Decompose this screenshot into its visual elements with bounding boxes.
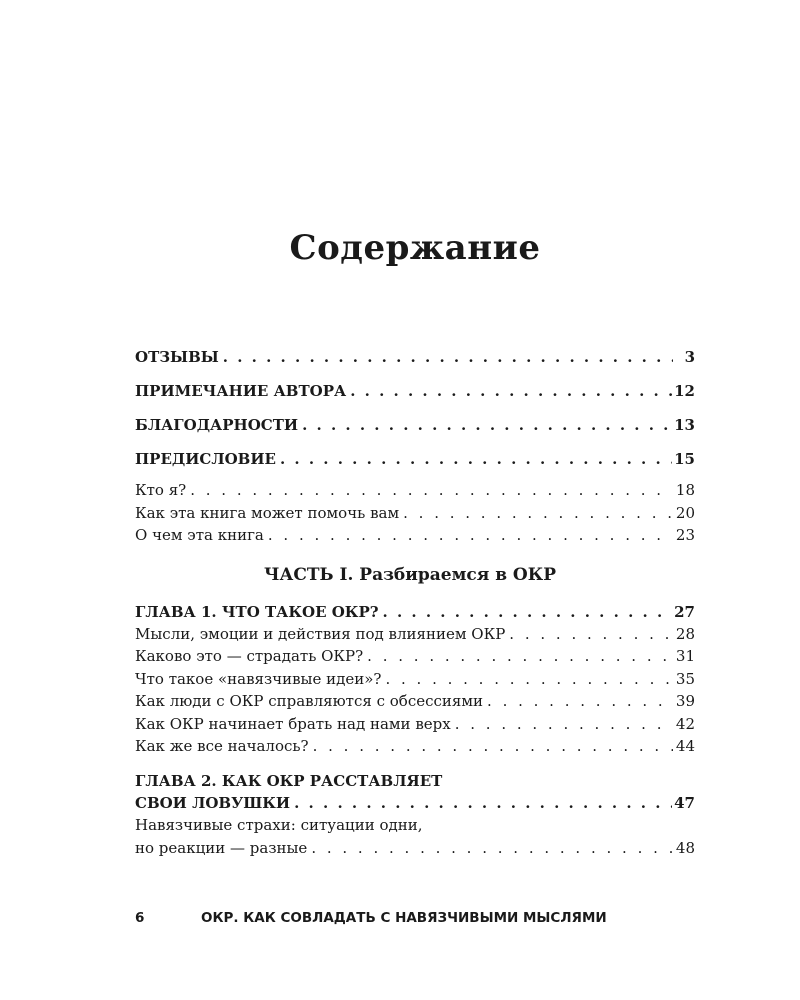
toc-page-number: 27 (674, 602, 695, 621)
toc-section-acknowledgements[interactable] (135, 414, 695, 436)
toc-item-who-am-i[interactable] (135, 479, 695, 502)
page-footer (135, 910, 695, 926)
toc-section-reviews[interactable] (135, 346, 695, 368)
dot-leader (367, 645, 673, 668)
toc-item-line1[interactable]: Навязчивые страхи: ситуации одни, (135, 816, 423, 834)
toc-entry-label: Как люди с ОКР справляются с обсессиями (135, 692, 484, 710)
dot-leader (350, 380, 672, 402)
toc-page-number: 47 (674, 794, 695, 812)
dot-leader (487, 690, 673, 713)
toc-entry-label: СВОИ ЛОВУШКИ (135, 794, 291, 812)
toc-entry-label: ГЛАВА 1. ЧТО ТАКОЕ ОКР? (135, 602, 379, 621)
toc-entry-label: Как же все началось? (135, 737, 309, 755)
toc-page-number: 12 (674, 382, 695, 400)
toc-page-number: 3 (684, 348, 695, 366)
toc-page-number: 13 (674, 416, 695, 434)
toc-entry-label: Как ОКР начинает брать над нами верх (135, 714, 451, 733)
table-of-contents (135, 346, 695, 859)
toc-page-number: 20 (675, 503, 695, 522)
footer-running-title: ОКР. КАК СОВЛАДАТЬ С НАВЯЗЧИВЫМИ МЫСЛЯМИ (201, 910, 607, 926)
toc-entry-label: Каково это — страдать ОКР? (135, 647, 364, 665)
toc-section-preface[interactable] (135, 448, 695, 470)
toc-item[interactable] (135, 713, 695, 736)
toc-item[interactable] (135, 735, 695, 758)
toc-entry-label: ПРИМЕЧАНИЕ АВТОРА (135, 382, 347, 400)
toc-item-how-book-helps[interactable] (135, 502, 695, 525)
dot-leader (385, 668, 673, 691)
dot-leader (280, 448, 672, 470)
dot-leader (313, 735, 673, 758)
toc-entry-label: БЛАГОДАРНОСТИ (135, 416, 299, 434)
part-heading: ЧАСТЬ I. Разбираемся в ОКР (264, 564, 556, 585)
page-title: Содержание (289, 228, 541, 268)
toc-entry-label: но реакции — разные (135, 838, 308, 857)
dot-leader (383, 601, 673, 623)
toc-section-author-note[interactable] (135, 380, 695, 402)
dot-leader (294, 792, 672, 814)
toc-page-number: 15 (674, 450, 695, 468)
toc-page-number: 18 (675, 481, 695, 499)
toc-entry-label: Что такое «навязчивые идеи»? (135, 669, 382, 688)
toc-entry-label: О чем эта книга (135, 526, 264, 544)
toc-entry-label: Кто я? (135, 481, 187, 499)
toc-entry-label: Мысли, эмоции и действия под влиянием ОКР (135, 624, 506, 643)
dot-leader (403, 502, 673, 525)
toc-page-number: 31 (675, 647, 695, 665)
toc-chapter-1[interactable] (135, 601, 695, 623)
footer-page-number: 6 (135, 910, 145, 926)
toc-chapter-2-line1[interactable]: ГЛАВА 2. КАК ОКР РАССТАВЛЯЕТ (135, 771, 443, 790)
dot-leader (268, 524, 673, 547)
toc-item[interactable] (135, 645, 695, 668)
toc-entry-label: ОТЗЫВЫ (135, 348, 219, 366)
toc-item[interactable] (135, 668, 695, 691)
toc-page-number: 23 (675, 526, 695, 544)
toc-page-number: 44 (675, 737, 695, 755)
toc-entry-label: Как эта книга может помочь вам (135, 503, 400, 522)
toc-page-number: 28 (675, 624, 695, 643)
dot-leader (190, 479, 673, 502)
dot-leader (223, 346, 673, 368)
toc-chapter-2[interactable] (135, 792, 695, 814)
toc-item[interactable] (135, 623, 695, 646)
toc-page-number: 35 (675, 669, 695, 688)
dot-leader (455, 713, 673, 736)
dot-leader (509, 623, 673, 646)
toc-item-about-book[interactable] (135, 524, 695, 547)
dot-leader (311, 837, 673, 860)
dot-leader (302, 414, 672, 436)
toc-page-number: 39 (675, 692, 695, 710)
toc-item[interactable] (135, 690, 695, 713)
toc-entry-label: ПРЕДИСЛОВИЕ (135, 450, 276, 468)
toc-item[interactable] (135, 837, 695, 860)
toc-page-number: 48 (675, 838, 695, 857)
toc-page-number: 42 (675, 714, 695, 733)
